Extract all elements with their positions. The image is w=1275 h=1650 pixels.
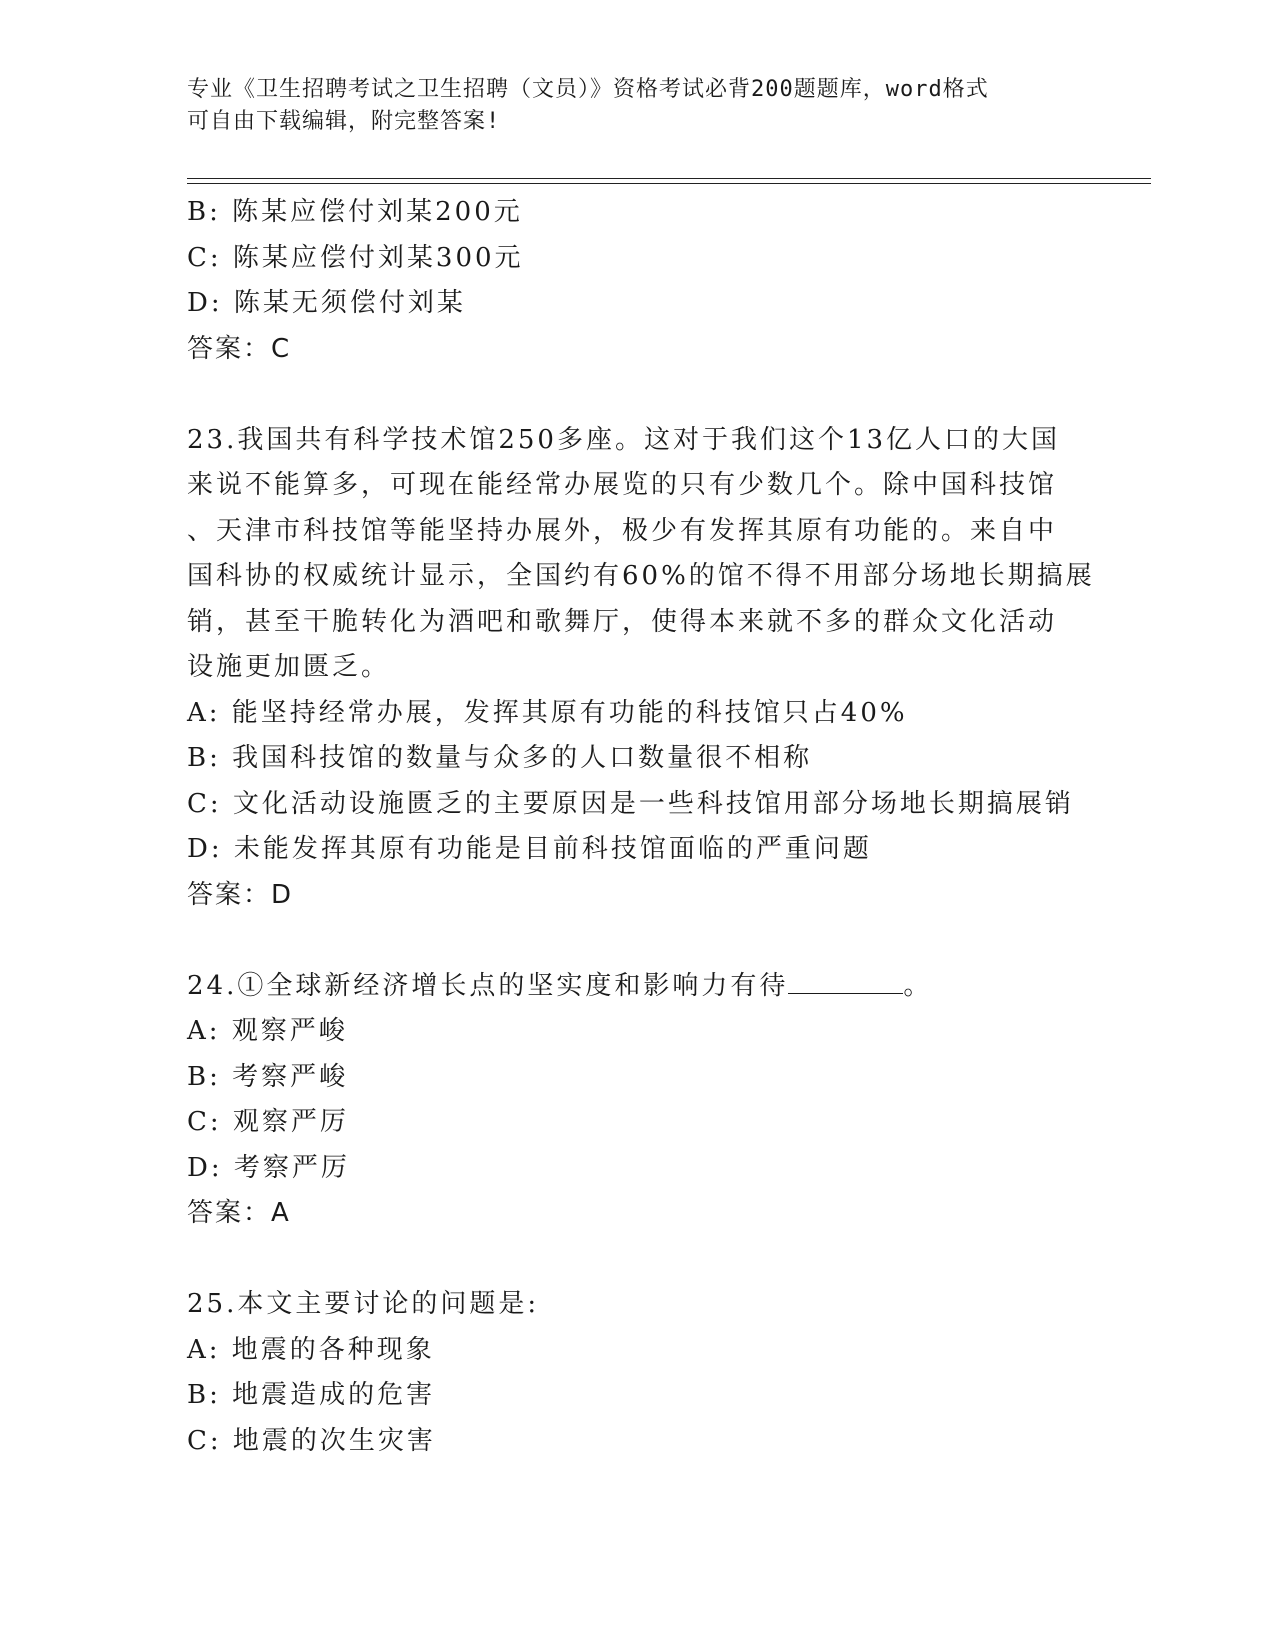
option-a: A: 能坚持经常办展，发挥其原有功能的科技馆只占40% (187, 697, 908, 728)
option-d: D: 陈某无须偿付刘某 (187, 288, 466, 318)
option-a: A: 观察严峻 (187, 1016, 348, 1046)
spacer (187, 1237, 1087, 1283)
fill-in-blank (788, 967, 903, 994)
option-c: C: 文化活动设施匮乏的主要原因是一些科技馆用部分场地长期搞展销 (187, 788, 1074, 819)
option-b: B: 地震造成的危害 (187, 1380, 436, 1410)
header-divider-top (187, 178, 1151, 179)
question-stem-line: 25.本文主要讨论的问题是: (187, 1289, 540, 1319)
question-stem-line (187, 964, 1087, 1010)
answer-line: 答案：C (187, 333, 292, 364)
option-b: B: 考察严峻 (187, 1061, 349, 1092)
header-line-1: 专业《卫生招聘考试之卫生招聘（文员）》资格考试必背200题题库，word格式 (187, 77, 989, 102)
question-stem-line: 来说不能算多，可现在能经常办展览的只有少数几个。除中国科技馆 (187, 470, 1058, 500)
question-stem-line: 、天津市科技馆等能坚持办展外，极少有发挥其原有功能的。来自中 (187, 515, 1058, 546)
answer-line: 答案：A (187, 1198, 291, 1228)
question-25 (187, 1282, 1087, 1464)
question-stem-line: 23.我国共有科学技术馆250多座。这对于我们这个13亿人口的大国 (187, 424, 1061, 455)
question-stem-line: 销，甚至干脆转化为酒吧和歌舞厅，使得本来就不多的群众文化活动 (187, 606, 1058, 637)
option-d: D: 未能发挥其原有功能是目前科技馆面临的严重问题 (187, 834, 872, 864)
stem-text: 24.①全球新经济增长点的坚实度和影响力有待 (187, 970, 789, 1001)
spacer (187, 372, 1087, 418)
option-a: A: 地震的各种现象 (187, 1334, 435, 1365)
question-stem-line: 国科协的权威统计显示，全国约有60%的馆不得不用部分场地长期搞展 (187, 561, 1095, 591)
stem-end: 。 (903, 970, 933, 1001)
question-23 (187, 418, 1095, 919)
option-b: B: 陈某应偿付刘某200元 (187, 197, 523, 227)
header-line-2: 可自由下载编辑，附完整答案! (187, 109, 501, 134)
option-c: C: 地震的次生灾害 (187, 1425, 436, 1456)
option-c: C: 陈某应偿付刘某300元 (187, 242, 524, 273)
question-24 (187, 964, 1087, 1237)
question-content (187, 190, 1095, 1464)
question-stem-line: 设施更加匮乏。 (187, 652, 391, 682)
spacer (187, 918, 1087, 964)
option-d: D: 考察严厉 (187, 1152, 350, 1183)
question-22 (187, 190, 1087, 372)
answer-line: 答案：D (187, 879, 294, 910)
option-b: B: 我国科技馆的数量与众多的人口数量很不相称 (187, 743, 813, 773)
option-c: C: 观察严厉 (187, 1107, 349, 1137)
header-divider-bottom (187, 183, 1151, 184)
document-header (187, 74, 1067, 138)
